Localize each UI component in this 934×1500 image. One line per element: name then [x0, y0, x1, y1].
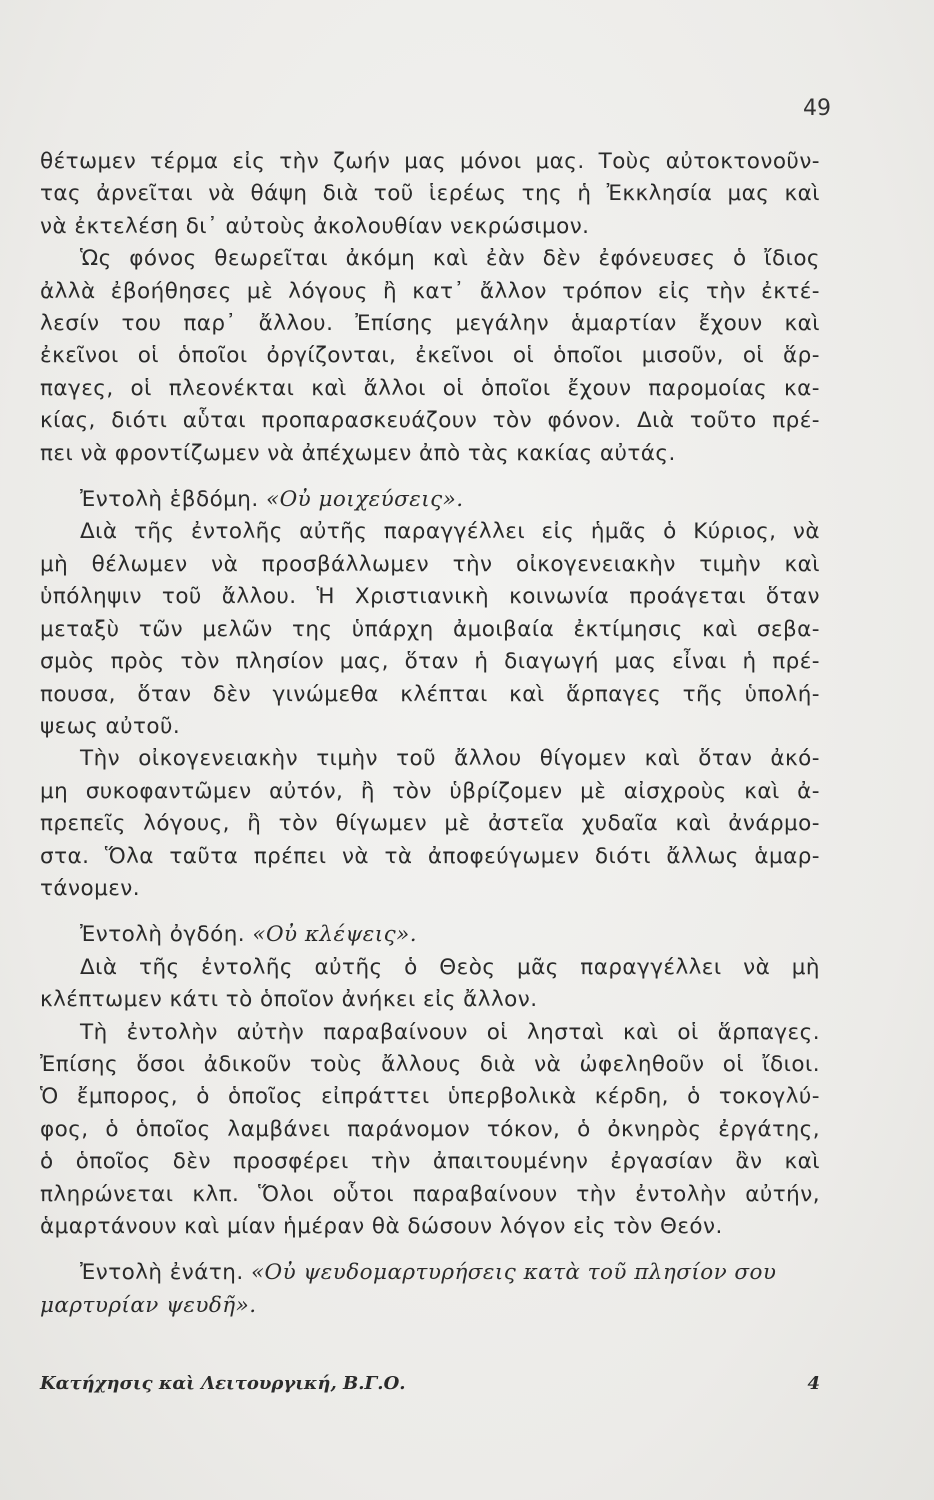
heading-quote: «Οὐ μοιχεύσεις». [265, 487, 464, 513]
paragraph-gap [40, 1243, 820, 1257]
commandment-heading [40, 919, 820, 951]
text-line: ἁμαρτάνουν καὶ μίαν ἡμέραν θὰ δώσουν λόγον εἰς τὸν Θεόν. [40, 1214, 723, 1239]
text-line: πουσα, ὅταν δὲν γινώμεθα κλέπται καὶ ἅρπαγες τῆς ὑπολή- [40, 681, 820, 707]
page-number: 49 [803, 96, 831, 121]
heading-quote: «Οὐ κλέψεις». [252, 922, 418, 948]
paragraph-gap [40, 470, 820, 484]
text-line: Διὰ τῆς ἐντολῆς αὐτῆς παραγγέλλει εἰς ἡμᾶς ὁ Κύριος, νὰ [80, 519, 820, 545]
text-line: νὰ ἐκτελέση δι᾽ αὐτοὺς ἀκολουθίαν νεκρώσιμον. [40, 213, 590, 239]
footer-title: Κατήχησις καὶ Λειτουργική, Β.Γ.Ο. [40, 1373, 406, 1394]
text-line: Διὰ τῆς ἐντολῆς αὐτῆς ὁ Θεὸς μᾶς παραγγέλλει νὰ μὴ [80, 954, 820, 980]
text-line: σμὸς πρὸς τὸν πλησίον μας, ὅταν ἡ διαγωγή μας εἶναι ἡ πρέ- [40, 649, 820, 675]
text-line: Ἐπίσης ὅσοι ἀδικοῦν τοὺς ἄλλους διὰ νὰ ὠφεληθοῦν οἱ ἴδιοι. [40, 1051, 820, 1077]
text-line: ὑπόληψιν τοῦ ἄλλου. Ἡ Χριστιανικὴ κοινωνία προάγεται ὅταν [40, 584, 820, 610]
commandment-heading [40, 1257, 820, 1289]
body-text [40, 146, 820, 1322]
heading-text: Ἐντολὴ ὀγδόη. [80, 922, 246, 948]
text-line: μη συκοφαντῶμεν αὐτόν, ἢ τὸν ὑβρίζομεν μὲ αἰσχροὺς καὶ ἀ- [40, 778, 820, 804]
commandment-heading [40, 484, 820, 516]
text-line: Ὁ ἔμπορος, ὁ ὁποῖος εἰπράττει ὑπερβολικὰ κέρδη, ὁ τοκογλύ- [40, 1084, 820, 1110]
text-line: μὴ θέλωμεν νὰ προσβάλλωμεν τὴν οἰκογενειακὴν τιμὴν καὶ [40, 551, 820, 577]
text-line: Τὴν οἰκογενειακὴν τιμὴν τοῦ ἄλλου θίγομεν καὶ ὅταν ἀκό- [80, 746, 820, 772]
text-line: τας ἀρνεῖται νὰ θάψη διὰ τοῦ ἱερέως της ἡ Ἐκκλησία μας καὶ [40, 181, 820, 207]
text-line: θέτωμεν τέρμα εἰς τὴν ζωήν μας μόνοι μας. Τοὺς αὐτοκτονοῦν- [40, 149, 820, 174]
text-line: φος, ὁ ὁποῖος λαμβάνει παράνομον τόκον, ὁ ὀκνηρὸς ἐργάτης, [40, 1116, 820, 1142]
text-line: παγες, οἱ πλεονέκται καὶ ἄλλοι οἱ ὁποῖοι ἔχουν παρομοίας κα- [40, 375, 820, 401]
heading-quote-continuation: μαρτυρίαν ψευδῆ». [40, 1292, 257, 1318]
text-line: Ὡς φόνος θεωρεῖται ἀκόμη καὶ ἐὰν δὲν ἐφόνευσες ὁ ἴδιος [80, 246, 820, 272]
text-line: ψεως αὐτοῦ. [40, 713, 181, 739]
heading-text: Ἐντολὴ ἑβδόμη. [80, 487, 259, 513]
paragraph-gap [40, 905, 820, 919]
text-line: στα. Ὅλα ταῦτα πρέπει νὰ τὰ ἀποφεύγωμεν διότι ἄλλως ἁμαρ- [40, 843, 820, 869]
text-line: κίας, διότι αὗται προπαρασκευάζουν τὸν φόνον. Διὰ τοῦτο πρέ- [40, 408, 820, 434]
heading-text: Ἐντολὴ ἐνάτη. [80, 1260, 244, 1286]
text-line: ἐκεῖνοι οἱ ὁποῖοι ὀργίζονται, ἐκεῖνοι οἱ ὁποῖοι μισοῦν, οἱ ἅρ- [40, 343, 820, 369]
text-line: Τὴ ἐντολὴν αὐτὴν παραβαίνουν οἱ λησταὶ καὶ οἱ ἅρπαγες. [80, 1019, 820, 1045]
page-footer [40, 1373, 820, 1394]
text-line: πληρώνεται κλπ. Ὅλοι οὗτοι παραβαίνουν τὴν ἐντολὴν αὐτήν, [40, 1181, 820, 1207]
text-line: λεσίν του παρ᾽ ἄλλου. Ἐπίσης μεγάλην ἁμαρτίαν ἔχουν καὶ [40, 311, 820, 337]
text-line: μεταξὺ τῶν μελῶν της ὑπάρχη ἀμοιβαία ἐκτίμησις καὶ σεβα- [40, 616, 820, 642]
heading-quote: «Οὐ ψευδομαρτυρήσεις κατὰ τοῦ πλησίον σου [250, 1260, 777, 1286]
text-line: ἀλλὰ ἐβοήθησες μὲ λόγους ἢ κατ᾽ ἄλλον τρόπον εἰς τὴν ἐκτέ- [40, 278, 820, 304]
text-line: πει νὰ φροντίζωμεν νὰ ἀπέχωμεν ἀπὸ τὰς κακίας αὐτάς. [40, 440, 676, 466]
text-line: τάνομεν. [40, 875, 141, 901]
text-line: πρεπεῖς λόγους, ἢ τὸν θίγωμεν μὲ ἀστεῖα χυδαῖα καὶ ἀνάρμο- [40, 811, 820, 837]
text-line: ὁ ὁποῖος δὲν προσφέρει τὴν ἀπαιτουμένην ἐργασίαν ἂν καὶ [40, 1149, 820, 1175]
text-line: κλέπτωμεν κάτι τὸ ὁποῖον ἀνήκει εἰς ἄλλον. [40, 987, 538, 1013]
footer-signature: 4 [807, 1373, 820, 1394]
